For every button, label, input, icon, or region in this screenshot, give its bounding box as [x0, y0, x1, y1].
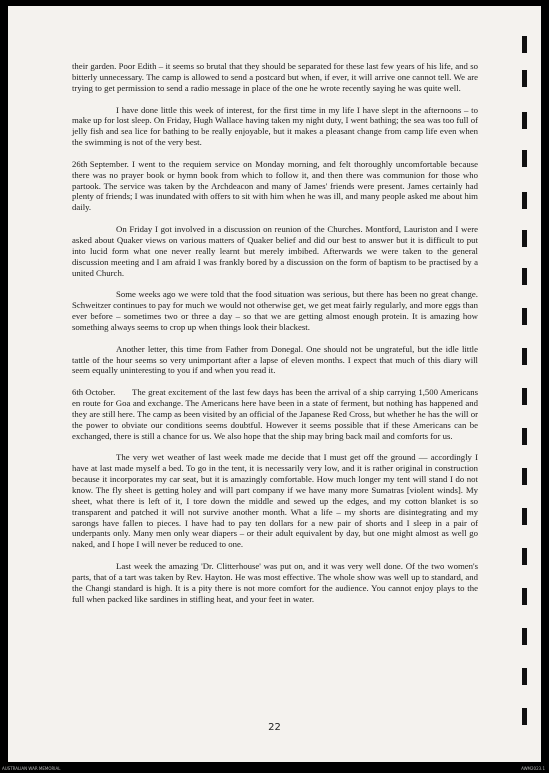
- binding-hole: [522, 508, 527, 525]
- binding-hole: [522, 36, 527, 53]
- document-page: [8, 6, 541, 762]
- paragraph-7: 6th October. The great excitement of the last few days has been the arrival of a ship carrying 1,500 Americans en route for Goa and exchange. The Americans here have been in a state of ferment, but nothing has happened and they are still here. The camp as been visited by an official of the Japanese Red Cross, but whether he has the will or the power to obviate our conditions seems doubtful. However it seems possible that if these Americans can be exchanged, there is still a chance for us. We also hope that the ship may bring back mail and comforts for us.: [72, 387, 478, 441]
- binding-hole: [522, 150, 527, 167]
- binding-hole: [522, 348, 527, 365]
- archive-footer: [0, 764, 549, 773]
- comb-binding: [522, 6, 530, 762]
- footer-archive-name: AUSTRALIAN WAR MEMORIAL: [2, 766, 61, 771]
- paragraph-9: Last week the amazing 'Dr. Clitterhouse' was put on, and it was very well done. Of the two women's parts, that of a tart was taken by Rev. Hayton. He was most effective. The whole show was well up to standard, and the Changi standard is high. It is a pity there is not more comfort for the audience. You cannot enjoy plays to the full when packed like sardines in stifling heat, and your feet in water.: [72, 561, 478, 604]
- page-number: 22: [268, 722, 281, 733]
- binding-hole: [522, 428, 527, 445]
- entry-date: 6th October.: [72, 387, 116, 398]
- paragraph-8: The very wet weather of last week made me decide that I must get off the ground — accordingly I have at last made myself a bed. To go in the tent, it is necessarily very low, and it is rather original in construction because it incorporates my car seat, but it is amazingly comfortable. How much longer my tent will stand I do not know. The fly sheet is getting holey and will part company if we have many more Sumatras [violent winds]. My sheet, what there is left of it, I tore down the middle and sewed up the edges, and my cotton blanket is so transparent and patched it will not survive another month. What a life – my shorts are disintegrating and my sarongs have fallen to pieces. I have had to pay ten dollars for a new pair of shorts and I sleep in a pair of underpants only. Many men only wear diapers – or their adult equivalent by day, but one might almost as well go naked, and I hope I will never be reduced to one.: [72, 452, 478, 550]
- binding-hole: [522, 230, 527, 247]
- binding-hole: [522, 468, 527, 485]
- binding-hole: [522, 548, 527, 565]
- binding-hole: [522, 588, 527, 605]
- diary-text: [72, 61, 478, 615]
- paragraph-5: Some weeks ago we were told that the food situation was serious, but there has been no great change. Schweitzer continues to pay for much we would not otherwise get, we get meat fairly regularly, and more eggs than ever before – sometimes two or three a day – so that we are getting almost enough protein. It is amazing how something always seems to crop up when things look their blackest.: [72, 289, 478, 332]
- binding-hole: [522, 668, 527, 685]
- binding-hole: [522, 388, 527, 405]
- binding-hole: [522, 192, 527, 209]
- paragraph-3: 26th September. I went to the requiem service on Monday morning, and felt thoroughly uncomfortable because there was no prayer book or hymn book from which to follow it, and then there was communion for those who partook. The service was taken by the Archdeacon and many of James' friends were present. James certainly had plenty of friends; I was inundated with offers to sit with him when he was ill, and many people asked me about him daily.: [72, 158, 478, 213]
- entry-date: 26th September.: [72, 158, 129, 169]
- paragraph-4: On Friday I got involved in a discussion on reunion of the Churches. Montford, Lauriston and I were asked about Quaker views on various matters of Quaker belief and did our best to answer but it is difficult to put into lucid form what one never really learnt but merely imbibed. Afterwards we were taken to the general discussion meeting and I am afraid I was frankly bored by a discussion on the form of baptism to be practised by a united Church.: [72, 224, 478, 278]
- binding-hole: [522, 708, 527, 725]
- paragraph-2: I have done little this week of interest, for the first time in my life I have slept in the afternoons – to make up for lost sleep. On Friday, Hugh Wallace having taken my night duty, I went bathing; the sea was too full of jelly fish and sea lice for bathing to be really enjoyable, but it makes a pleasant change from camp life even when the swimming is not of the very best.: [72, 104, 478, 148]
- paragraph-1: their garden. Poor Edith – it seems so brutal that they should be separated for these last few years of his life, and so bitterly unnecessary. The camp is allowed to send a postcard but when, if ever, it will arrive one cannot tell. We are trying to get permission to send a radio message in place of the one he wrote recently saying he was quite well.: [72, 61, 478, 93]
- binding-hole: [522, 112, 527, 129]
- binding-hole: [522, 308, 527, 325]
- binding-hole: [522, 628, 527, 645]
- binding-hole: [522, 70, 527, 87]
- paragraph-6: Another letter, this time from Father from Donegal. One should not be ungrateful, but the idle little tattle of the hour seems so very unimportant after a lapse of eleven months. I expect that much of this diary will seem equally uninteresting to you if and when you read it.: [72, 343, 478, 376]
- binding-hole: [522, 268, 527, 285]
- footer-reference: AWM2023.1: [521, 766, 545, 771]
